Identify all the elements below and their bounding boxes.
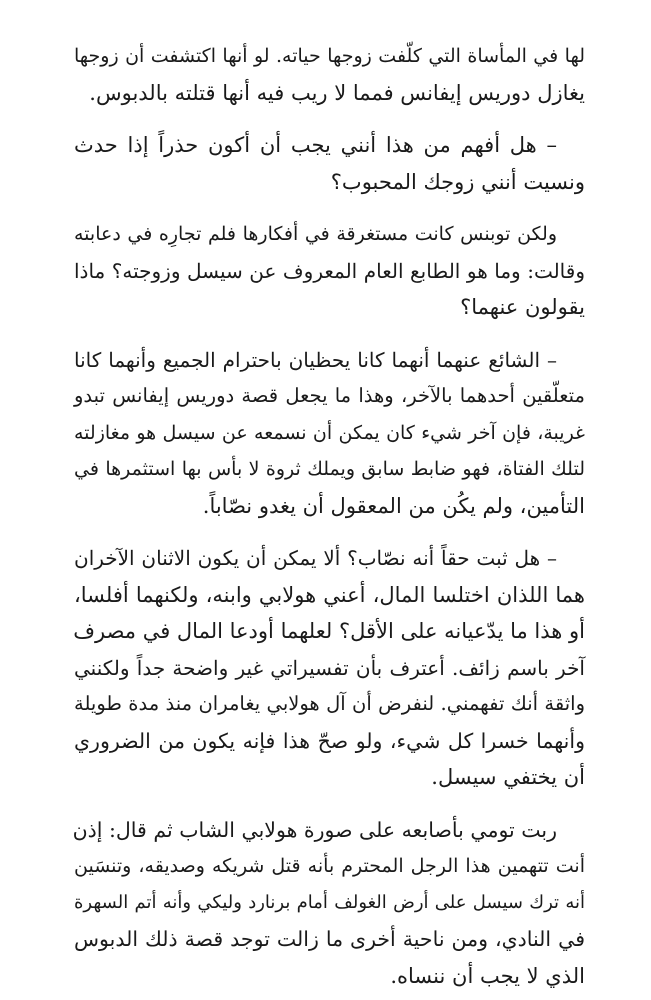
text-line: متعلّقين أحدهما بالآخر، وهذا ما يجعل قصة دوريس إيفانس تبدو xyxy=(74,384,585,407)
text-line: لتلك الفتاة، فهو ضابط سابق ويملك ثروة لا بأس بها استثمرها في xyxy=(74,458,585,480)
text-line: ونسيت أنني زوجك المحبوب؟ xyxy=(330,169,585,194)
text-line: – هل ثبت حقاً أنه نصّاب؟ ألا يمكن أن يكون الاثنان الآخران xyxy=(74,546,557,570)
text-line: آخر باسم زائف. أعترف بأن تفسيراتي غير واضحة جداً ولكنني xyxy=(74,655,585,680)
text-line: غريبة، فإن آخر شيء كان يمكن أن نسمعه عن سيسل هو مغازلته xyxy=(74,421,585,444)
text-line: أو هذا ما يدّعيانه على الأقل؟ لعلهما أودعا المال في مصرف xyxy=(73,619,585,643)
text-line: هما اللذان اختلسا المال، أعني هولابي وابنه، ولكنهما أفلسا، xyxy=(74,582,585,607)
text-line: الذي لا يجب أن ننساه. xyxy=(390,963,585,988)
text-line: أنت تتهمين هذا الرجل المحترم بأنه قتل شريكه وصديقه، وتنسَين xyxy=(74,855,585,877)
text-line: أن يختفي سيسل. xyxy=(431,765,585,789)
paragraph-4 xyxy=(74,342,585,525)
paragraph-5 xyxy=(74,540,585,796)
text-line: يغازل دوريس إيفانس فمما لا ريب فيه أنها قتلته بالدبوس. xyxy=(89,80,585,105)
text-line: – الشائع عنهما أنهما كانا يحظيان باحترام الجميع وأنهما كانا xyxy=(74,347,557,372)
text-line: وقالت: وما هو الطابع العام المعروف عن سيسل وزوجته؟ ماذا xyxy=(74,258,585,283)
text-line: أنه ترك سيسل على أرض الغولف أمام برنارد وليكي وأنه أتم السهرة xyxy=(74,891,585,913)
text-line: يقولون عنهما؟ xyxy=(460,295,585,319)
paragraph-1 xyxy=(74,38,585,111)
paragraph-3 xyxy=(74,216,585,326)
text-line: ولكن توبنس كانت مستغرقة في أفكارها فلم تجارِه في دعابته xyxy=(74,223,557,245)
text-line: ربت تومي بأصابعه على صورة هولابي الشاب ثم قال: إذن xyxy=(72,817,557,842)
text-line: واثقة أنك تفهمني. لنفرض أن آل هولابي يغامران منذ مدة طويلة xyxy=(74,692,585,715)
text-line: التأمين، ولم يكُن من المعقول أن يغدو نصّاباً. xyxy=(202,493,585,518)
text-line: وأنهما خسرا كل شيء، ولو صحّ هذا فإنه يكون من الضروري xyxy=(74,728,585,753)
paragraph-6 xyxy=(74,812,585,995)
text-line: – هل أفهم من هذا أنني يجب أن أكون حذراً إذا حدث xyxy=(74,133,557,157)
text-line: في النادي، ومن ناحية أخرى ما زالت توجد قصة ذلك الدبوس xyxy=(74,927,585,951)
paragraph-2 xyxy=(74,127,585,200)
text-line: لها في المأساة التي كلّفت زوجها حياته. لو أنها اكتشفت أن زوجها xyxy=(74,45,585,67)
